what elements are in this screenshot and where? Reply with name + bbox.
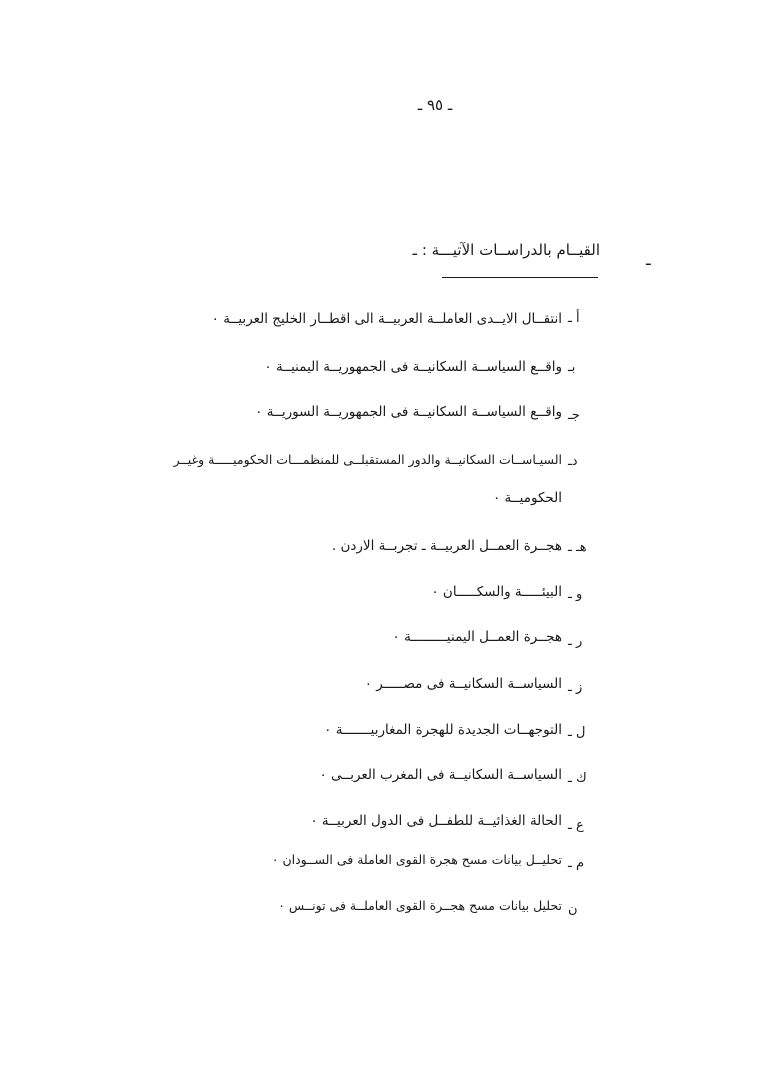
leading-dash: ـ (646, 250, 651, 269)
list-item: الحالة الغذائيــة للطفــل فى الدول العربيــة ٠ (310, 813, 562, 829)
list-item: البيئـــــة والسكـــــان ٠ (431, 584, 562, 600)
list-item: واقــع السياســة السكانيــة فى الجمهوريــة اليمنيــة ٠ (264, 359, 562, 375)
item-marker: بـ (568, 360, 576, 375)
section-heading: القيــام بالدراســات الآتيـــة : ـ (412, 241, 600, 259)
item-marker: ن (568, 902, 578, 917)
list-item: تحليــل بيانات مسح هجرة القوى العاملة فى الســودان ٠ (271, 852, 562, 867)
page-number: ـ ٩٥ ـ (417, 96, 453, 114)
item-marker: دـ (568, 454, 578, 469)
item-marker: و ـ (568, 587, 583, 602)
item-marker: هـ ـ (568, 540, 587, 555)
list-item: واقــع السياســة السكانيــة فى الجمهوريــة السوريــة ٠ (255, 404, 562, 420)
item-marker: ع ـ (568, 818, 584, 833)
heading-underline (442, 277, 598, 278)
item-marker: ر ـ (568, 634, 583, 649)
list-item: السياســة السكانيــة فى مصـــــر ٠ (364, 676, 562, 692)
list-item: تحليل بيانات مسح هجــرة القوى العاملــة فى تونــس ٠ (278, 898, 562, 913)
item-marker: ل ـ (568, 725, 586, 740)
item-marker: ك ـ (568, 771, 587, 786)
list-item: هجــرة العمــل اليمنيـــــــــة ٠ (392, 629, 562, 645)
item-marker: جـ (568, 408, 580, 423)
list-item: انتقــال الايــدى العاملــة العربيــة الى اقطــار الخليج العربيــة ٠ (211, 311, 562, 327)
item-marker: ز ـ (568, 680, 583, 695)
item-marker: م ـ (568, 856, 584, 871)
list-item-continuation: الحكوميــة ٠ (492, 490, 562, 506)
list-item: السيـاســات السكانيــة والدور المستقبلــى للمنظمـــات الحكوميـــــة وغيــر (173, 452, 562, 467)
list-item: التوجهــات الجديدة للهجرة المغاربيـــــــة ٠ (324, 722, 562, 738)
list-item: هجــرة العمــل العربيــة ـ تجربــة الاردن . (331, 538, 562, 554)
list-item: السياســة السكانيــة فى المغرب العربــى ٠ (319, 767, 562, 783)
item-marker: أ ـ (568, 311, 580, 326)
